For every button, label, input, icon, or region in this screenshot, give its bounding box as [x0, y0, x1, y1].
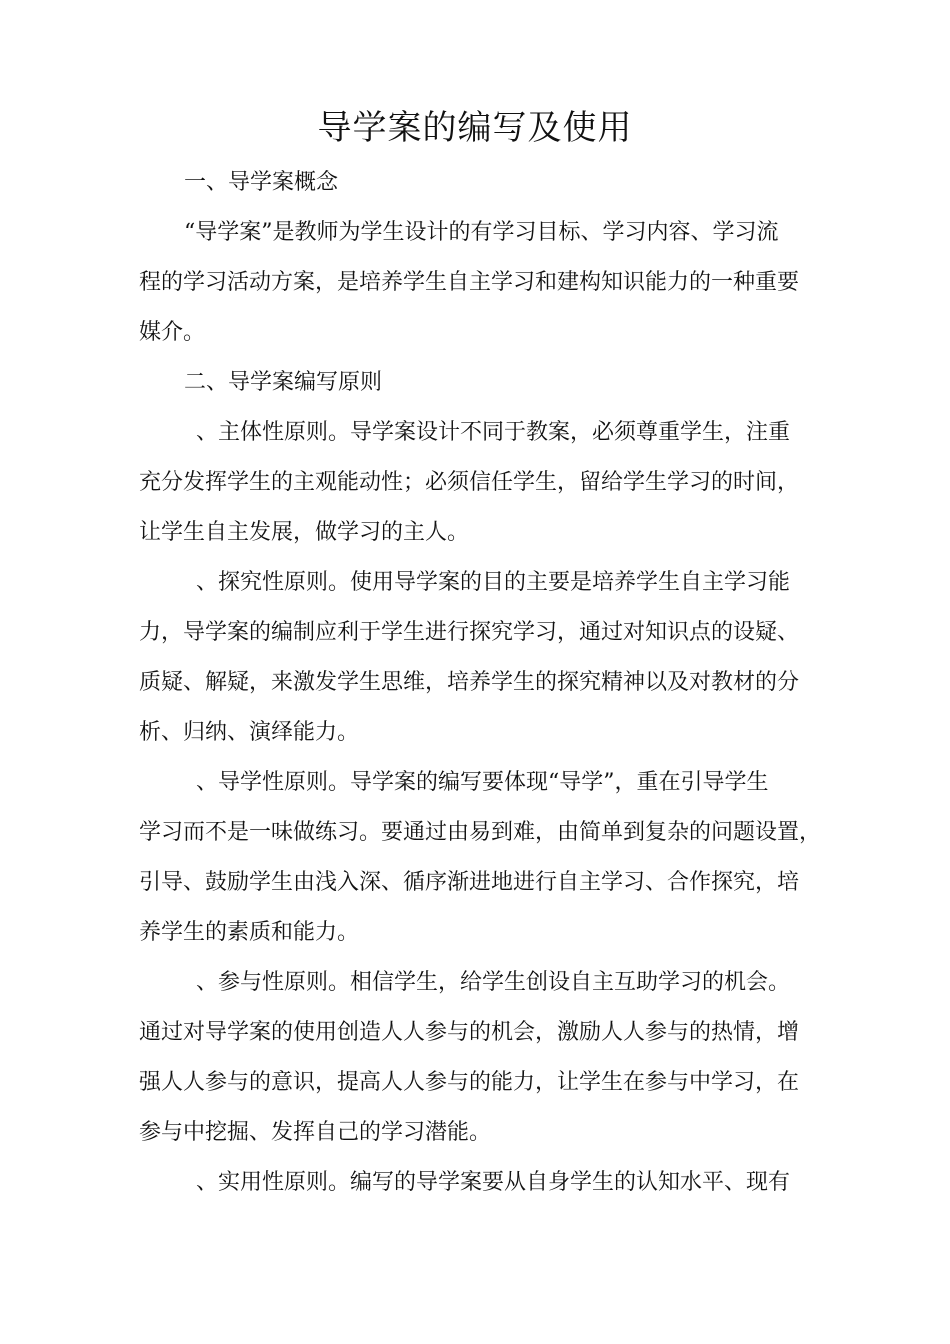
principle-participation-line-3: 强人人参与的意识，提高人人参与的能力，让学生在参与中学习，在: [139, 1070, 800, 1095]
section-heading-concept: 一、导学案概念: [184, 170, 339, 195]
principle-inquiry-line-3: 质疑、解疑，来激发学生思维，培养学生的探究精神以及对教材的分: [139, 670, 800, 695]
concept-line-3: 媒介。: [139, 320, 206, 345]
principle-subject-line-3: 让学生自主发展，做学习的主人。: [139, 520, 470, 545]
principle-subject-line-1: 、主体性原则。导学案设计不同于教案，必须尊重学生，注重: [196, 420, 791, 445]
principle-participation-line-2: 通过对导学案的使用创造人人参与的机会，激励人人参与的热情，增: [139, 1020, 800, 1045]
principle-guidance-line-4: 养学生的素质和能力。: [139, 920, 360, 945]
principle-inquiry-line-2: 力，导学案的编制应利于学生进行探究学习，通过对知识点的设疑、: [139, 620, 800, 645]
principle-guidance-line-2: 学习而不是一味做练习。要通过由易到难，由简单到复杂的问题设置，: [139, 820, 822, 845]
concept-line-1: “导学案”是教师为学生设计的有学习目标、学习内容、学习流: [184, 220, 779, 245]
principle-guidance-line-1: 、导学性原则。导学案的编写要体现“导学”，重在引导学生: [196, 770, 769, 795]
principle-inquiry-line-4: 析、归纳、演绎能力。: [139, 720, 360, 745]
principle-practical-line-1: 、实用性原则。编写的导学案要从自身学生的认知水平、现有: [196, 1170, 791, 1195]
principle-subject-line-2: 充分发挥学生的主观能动性；必须信任学生，留给学生学习的时间，: [139, 470, 800, 495]
section-heading-principles: 二、导学案编写原则: [184, 370, 383, 395]
principle-guidance-line-3: 引导、鼓励学生由浅入深、循序渐进地进行自主学习、合作探究，培: [139, 870, 800, 895]
concept-line-2: 程的学习活动方案，是培养学生自主学习和建构知识能力的一种重要: [139, 270, 800, 295]
principle-participation-line-1: 、参与性原则。相信学生，给学生创设自主互助学习的机会。: [196, 970, 791, 995]
principle-participation-line-4: 参与中挖掘、发挥自己的学习潜能。: [139, 1120, 492, 1145]
principle-inquiry-line-1: 、探究性原则。使用导学案的目的主要是培养学生自主学习能: [196, 570, 791, 595]
page-title: 导学案的编写及使用: [317, 108, 633, 148]
